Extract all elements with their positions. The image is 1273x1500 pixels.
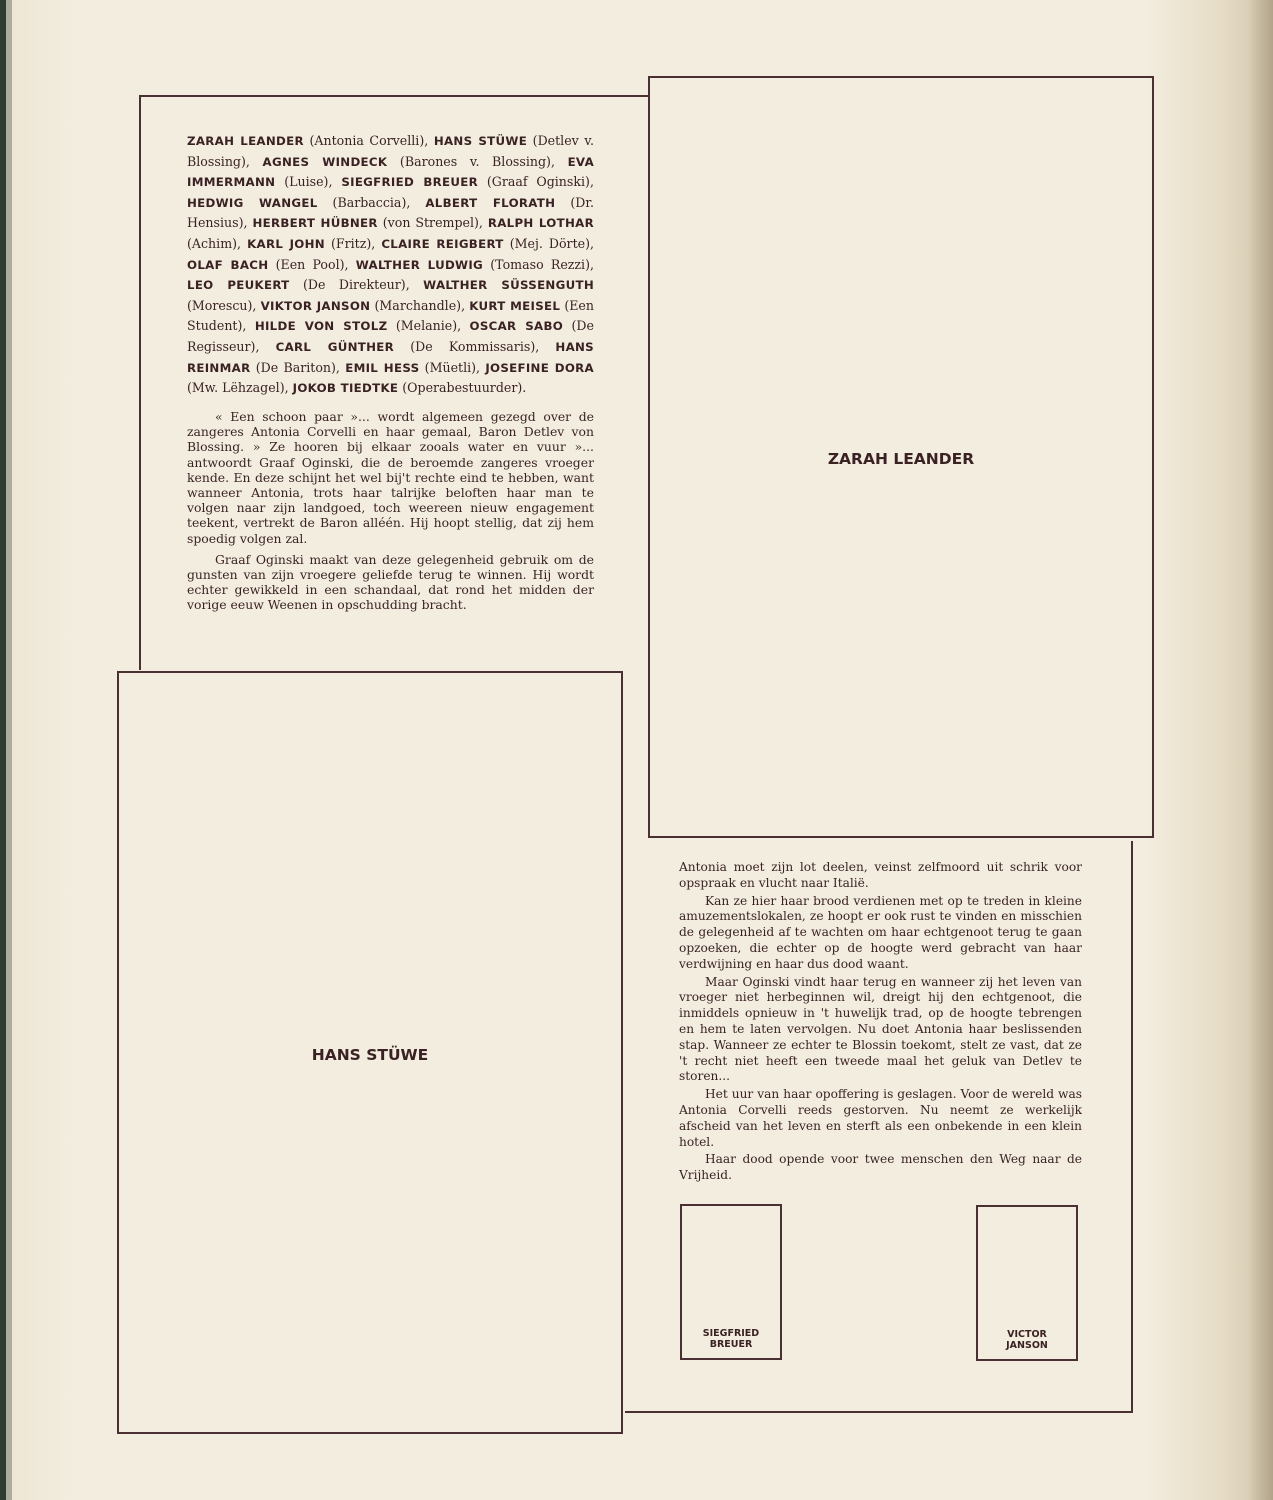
cast-actor-name: LEO PEUKERT	[187, 278, 290, 293]
cast-role: (De Kommissaris),	[410, 338, 540, 354]
cast-actor-name: HANS STÜWE	[433, 134, 528, 148]
cast-role: (Antonia Corvelli),	[309, 133, 429, 148]
cast-role: (Een Student),	[187, 297, 594, 334]
cast-actor-name: HANS REINMAR	[187, 339, 594, 375]
synopsis-paragraph: « Een schoon paar »... wordt algemeen gezegd over de zangeres Antonia Corvelli en haar gemaal, Baron Detlev von Blossing. » Ze hooren bij elkaar zooals water en vuur »... antwoordt Graaf Oginski, die de beroemde zangeres vroeger kende. En deze schijnt het wel bij't rechte eind te hebben, want wanneer Antonia, trots haar talrijke beloften haar man te volgen naar zijn landgoed, toch weereen nieuw engagement teekent, vertrekt de Baron alléén. Hij hoopt stellig, dat zij hem spoedig volgen zal.	[187, 409, 594, 546]
cast-role: (Operabestuurder).	[402, 380, 527, 396]
caption-line: SIEGFRIED	[702, 1328, 760, 1339]
cast-list	[187, 131, 594, 399]
cast-actor-name: WALTHER SÜSSENGUTH	[423, 278, 594, 293]
cast-actor-name: HILDE VON STOLZ	[254, 319, 388, 334]
story-text	[679, 860, 1082, 1184]
cast-actor-name: AGNES WINDECK	[262, 154, 388, 169]
cast-actor-name: EMIL HESS	[345, 360, 420, 375]
cast-role: (Dr. Hensius),	[187, 194, 594, 231]
cast-role: (Mej. Dörte),	[509, 235, 595, 251]
cast-actor-name: CLAIRE REIGBERT	[381, 236, 504, 251]
cast-actor-name: WALTHER LUDWIG	[355, 257, 484, 272]
synopsis-text	[187, 409, 594, 613]
caption-line: BREUER	[709, 1338, 753, 1350]
story-paragraph: Maar Oginski vindt haar terug en wanneer zij het leven van vroeger niet herbeginnen wil, dreigt hij den echtgenoot, die inmiddels opnieuw in 't huwelijk trad, op de hoogte tebrengen en hem te laten vervolgen. Nu doet Antonia haar beslissenden stap. Wanneer ze echter te Blossin toekomt, stelt ze vast, dat ze 't recht niet heeft een tweede maal het geluk van Detlev te storen...	[679, 974, 1082, 1084]
photo-frame-siegfried-breuer	[680, 1204, 782, 1360]
page-edge-shadow	[1248, 0, 1273, 1500]
photo-caption: HANS STÜWE	[311, 1046, 429, 1064]
cast-role: (Tomaso Rezzi),	[490, 256, 594, 272]
cast-actor-name: ALBERT FLORATH	[425, 195, 556, 210]
story-paragraph: Kan ze hier haar brood verdienen met op te treden in kleine amuzementslokalen, ze hoopt er ook rust te vinden en misschien de gelegenheid af te wachten om haar echtgenoot terug te gaan opzoeken, die echter op de hoogte werd gebracht van haar verdwijning en haar dus dood waant.	[679, 893, 1082, 971]
cast-actor-name: JOSEFINE DORA	[485, 360, 594, 375]
story-paragraph: Haar dood opende voor twee menschen den Weg naar de Vrijheid.	[679, 1152, 1082, 1183]
photo-frame-hans-stuwe	[117, 671, 623, 1434]
cast-actor-name: OLAF BACH	[187, 257, 269, 272]
cast-role: (Barones v. Blossing),	[399, 153, 555, 169]
cast-role: (De Regisseur),	[187, 318, 594, 354]
cast-role: (Detlev v. Blossing),	[187, 133, 594, 169]
book-binding-shadow	[6, 0, 12, 1500]
cast-actor-name: EVA IMMERMANN	[187, 154, 594, 190]
cast-role: (Mw. Lëhzagel),	[187, 380, 289, 396]
photo-frame-zarah-leander	[648, 76, 1154, 838]
cast-actor-name: KURT MEISEL	[469, 298, 561, 313]
cast-role: (Marchandle),	[374, 297, 466, 313]
photo-caption	[978, 1330, 1076, 1351]
photo-caption	[682, 1329, 780, 1350]
synopsis-paragraph: Graaf Oginski maakt van deze gelegenheid gebruik om de gunsten van zijn vroegere geliefde terug te winnen. Hij wordt echter gewikkeld in een schandaal, dat rond het midden der vorige eeuw Weenen in opschudding bracht.	[187, 551, 594, 613]
story-paragraph: Het uur van haar opoffering is geslagen. Voor de wereld was Antonia Corvelli reeds gestorven. Nu neemt ze werkelijk afscheid van het leven en sterft als een onbekende in een klein hotel.	[679, 1087, 1082, 1149]
caption-line: JANSON	[1006, 1339, 1048, 1351]
cast-actor-name: RALPH LOTHAR	[487, 216, 594, 231]
cast-actor-name: OSCAR SABO	[469, 319, 564, 334]
cast-role: (Fritz),	[330, 235, 376, 251]
cast-role: (von Strempel),	[382, 215, 483, 231]
cast-actor-name: VIKTOR JANSON	[260, 298, 371, 313]
cast-role: (Achim),	[187, 235, 242, 251]
cast-actor-name: ZARAH LEANDER	[187, 134, 304, 148]
photo-frame-victor-janson	[976, 1205, 1078, 1361]
cast-actor-name: SIEGFRIED BREUER	[341, 175, 478, 190]
cast-role: (Müetli),	[424, 359, 481, 375]
cast-role: (Luise),	[284, 174, 333, 190]
photo-caption: ZARAH LEANDER	[827, 450, 975, 468]
cast-role: (De Bariton),	[255, 359, 340, 375]
cast-role: (Melanie),	[395, 318, 462, 334]
story-paragraph: Antonia moet zijn lot deelen, veinst zelfmoord uit schrik voor opspraak en vlucht naar Italië.	[679, 860, 1082, 890]
cast-role: (Morescu),	[187, 297, 257, 313]
cast-actor-name: JOKOB TIEDTKE	[292, 381, 399, 396]
cast-role: (Een Pool),	[275, 256, 349, 272]
cast-actor-name: HERBERT HÜBNER	[252, 216, 378, 231]
cast-actor-name: HEDWIG WANGEL	[187, 195, 318, 210]
cast-actor-name: CARL GÜNTHER	[275, 339, 395, 354]
cast-actor-name: KARL JOHN	[247, 236, 325, 251]
cast-role: (De Direkteur),	[303, 277, 410, 293]
cast-role: (Graaf Oginski),	[486, 174, 594, 190]
cast-role: (Barbaccia),	[332, 194, 411, 210]
caption-line: VICTOR	[1007, 1329, 1047, 1340]
